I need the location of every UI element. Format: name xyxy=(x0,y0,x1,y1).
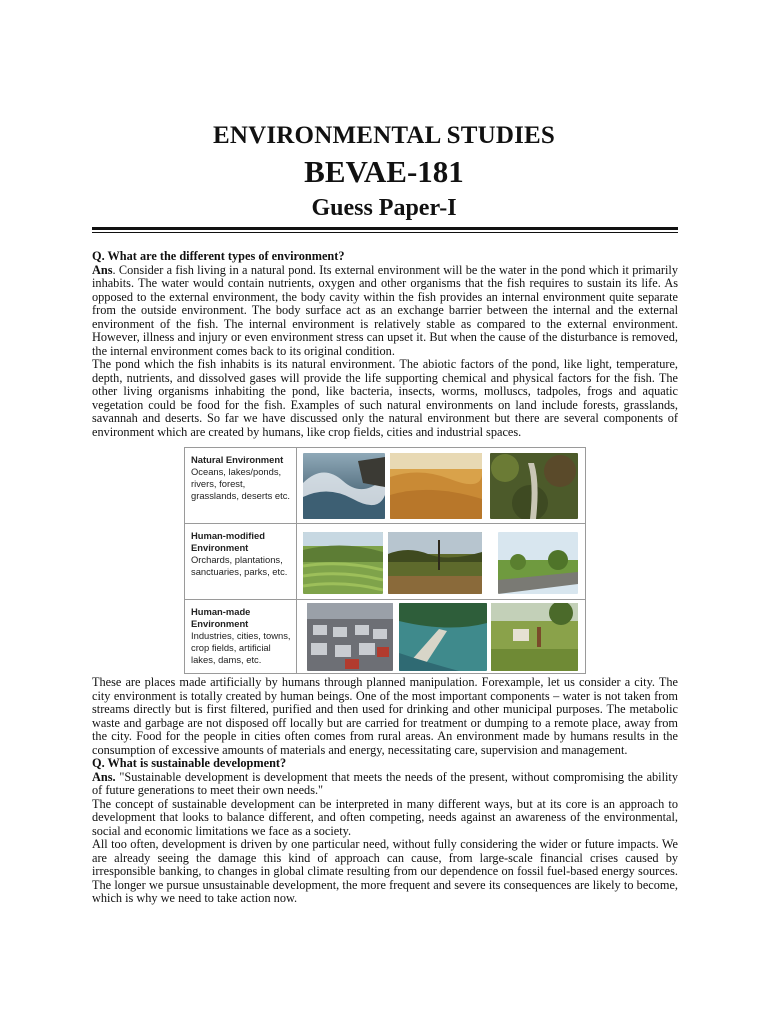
paper-title: Guess Paper-I xyxy=(311,195,457,221)
paragraph: All too often, development is driven by one particular need, without fully considering the wider or future impacts. We are already seeing the damage this kind of approach can cause, from large-scale financial crises caused by irresponsible banking, to changes in global climate resulting from our dependence on fossil fuel-based energy sources. The longer we pursue unsustainable development, the more frequent and severe its consequences are likely to become, which is why we need to take action now. xyxy=(92,837,678,905)
subject-title: ENVIRONMENTAL STUDIES xyxy=(212,122,555,149)
paragraph: These are places made artificially by humans through planned manipulation. Forexample, let us consider a city. The city environment is totally created by human beings. One of the most important components – water is not taken from streams directly but is first filtered, purified and then used for drinking and other municipal purposes. The metabolic waste and garbage are not disposed off locally but are carried for treatment or dumping to a remote place, away from the city. Food for the people in cities often comes from rural areas. An environment made by humans results in the consumption of excessive amounts of materials and energy, necessitating care, supervision and management. xyxy=(92,675,678,757)
figure-row-natural xyxy=(185,448,585,524)
park-road-photo xyxy=(498,532,578,594)
section-environment-types xyxy=(92,250,678,439)
figure-row-label xyxy=(185,600,297,673)
ocean-waves-photo xyxy=(303,453,385,519)
paragraph: The pond which the fish inhabits is its natural environment. The abiotic factors of the pond, like light, temperature, depth, nutrients, and dissolved gases will provide the life supporting chemical and physical factors for the fish. The other living organisms inhabiting the pond, like bacteria, insects, worms, molluscs, tadpoles, frogs and aquatic vegetation could be food for the fish. Examples of such natural environments on land include forests, grasslands, savannah and deserts. So far we have discussed only the natural environment but there are several components of environment which are created by humans, like crop fields, cities and industrial spaces. xyxy=(92,357,678,439)
answer-text: . Consider a fish living in a natural pond. Its external environment will be the water in the pond which it primarily inhabits. The water would contain nutrients, oxygen and other organisms that the fish requires to sustain its life. As opposed to the external environment, the body cavity within the fish provides an internal environment quite separate from the outside environment. The body surface act as an exchange barrier between the internal and the external environment of the fish. The internal environment is relatively stable as compared to the external environment. However, illness and injury or even environment stress can upset it. But when the cause of the disturbance is removed, the internal environment comes back to its original condition. xyxy=(92,262,678,358)
figure-row-desc: Orchards, plantations, sanctuaries, parks, etc. xyxy=(191,554,288,577)
figure-row-desc: Industries, cities, towns, crop fields, artificial lakes, dams, etc. xyxy=(191,630,291,665)
figure-row-desc: Oceans, lakes/ponds, rivers, forest, grasslands, deserts etc. xyxy=(191,466,291,501)
environment-types-figure xyxy=(184,447,586,674)
figure-row-title: Human-modified Environment xyxy=(191,530,265,553)
answer-paragraph xyxy=(92,771,678,798)
tea-plantation-photo xyxy=(303,532,383,594)
question-heading: Q. What are the different types of environment? xyxy=(92,249,345,263)
figure-row-label xyxy=(185,524,297,599)
answer-paragraph xyxy=(92,264,678,359)
course-code: BEVAE-181 xyxy=(304,154,464,189)
figure-row-label xyxy=(185,448,297,523)
crop-field-photo xyxy=(491,603,578,671)
orchard-photo xyxy=(388,532,482,594)
answer-label: Ans xyxy=(92,262,113,277)
desert-dunes-photo xyxy=(390,453,482,519)
header-divider-thin xyxy=(92,232,678,233)
figure-row-title: Natural Environment xyxy=(191,454,284,465)
dam-lake-photo xyxy=(399,603,487,671)
city-traffic-photo xyxy=(307,603,393,671)
question-heading: Q. What is sustainable development? xyxy=(92,756,287,770)
figure-row-title: Human-made Environment xyxy=(191,606,251,629)
answer-text: "Sustainable development is development that meets the needs of the present, without compromising the ability of future generations to meet their own needs." xyxy=(92,769,678,797)
section-sustainable-development xyxy=(92,676,678,906)
header-divider-thick xyxy=(92,227,678,230)
forest-river-photo xyxy=(490,453,578,519)
paragraph: The concept of sustainable development can be interpreted in many different ways, but at its core is an approach to development that looks to balance different, and often competing, needs against an awareness of the environmental, social and economic limitations we face as a society. xyxy=(92,796,678,838)
figure-row-human-made xyxy=(185,600,585,673)
answer-label: Ans. xyxy=(92,769,116,784)
figure-row-human-modified xyxy=(185,524,585,600)
